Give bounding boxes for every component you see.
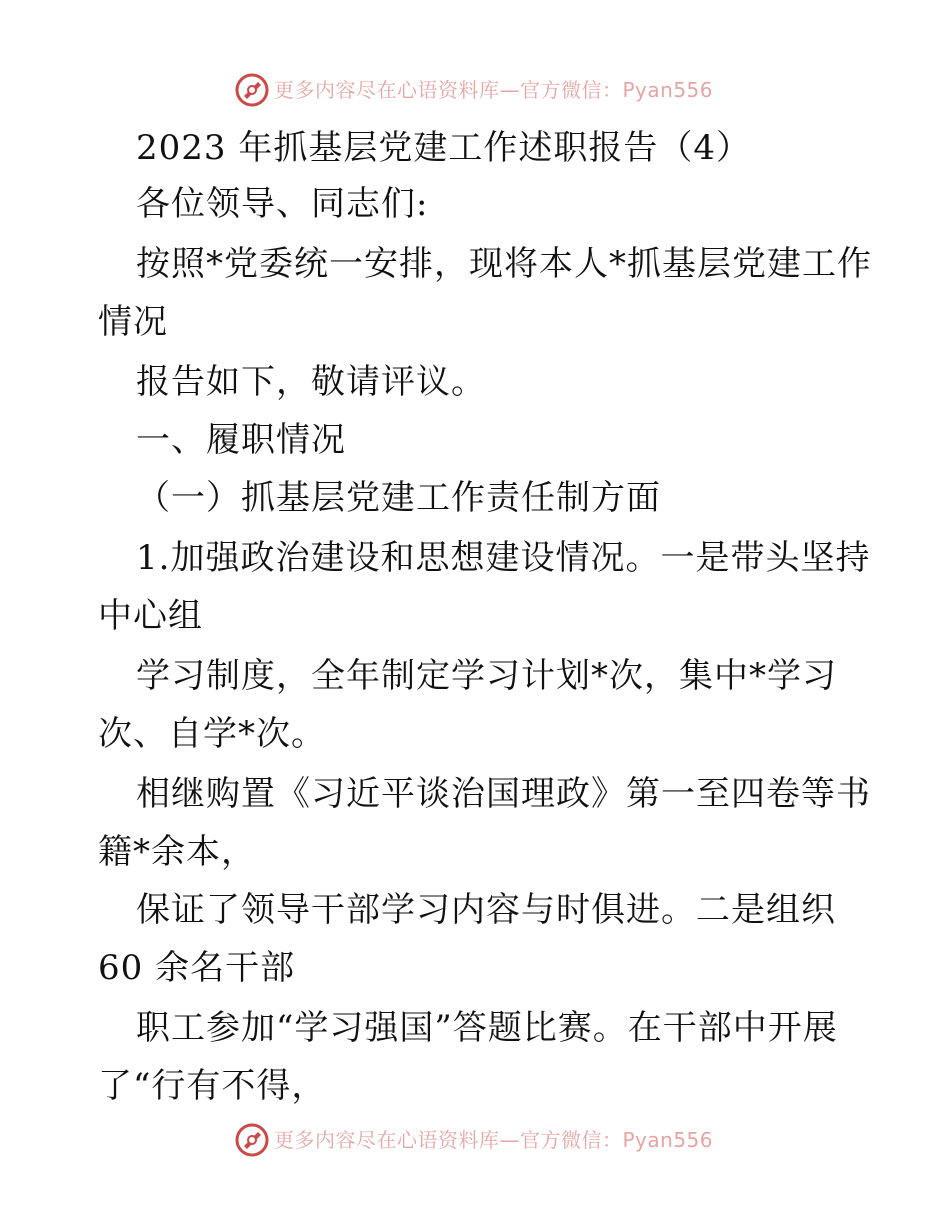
paragraph-line: 1.加强政治建设和思想建设情况。一是带头坚持 bbox=[136, 538, 871, 578]
paragraph-line: 籍*余本， bbox=[98, 832, 256, 872]
seal-logo-icon bbox=[234, 72, 270, 108]
paragraph-line: 60 余名干部 bbox=[98, 948, 296, 988]
paragraph-line: 相继购置《习近平谈治国理政》第一至四卷等书 bbox=[136, 774, 871, 814]
paragraph-line: 学习制度，全年制定学习计划*次，集中*学习 bbox=[136, 656, 837, 696]
section-heading: 一、履职情况 bbox=[136, 420, 346, 460]
subsection-heading: （一）抓基层党建工作责任制方面 bbox=[136, 478, 661, 518]
paragraph-line: 次、自学*次。 bbox=[98, 714, 326, 754]
paragraph-line: 情况 bbox=[98, 302, 168, 342]
salutation: 各位领导、同志们: bbox=[136, 184, 429, 224]
footer-watermark bbox=[0, 1120, 950, 1160]
paragraph-line: 保证了领导干部学习内容与时俱进。二是组织 bbox=[136, 890, 836, 930]
document-title: 2023 年抓基层党建工作述职报告（4） bbox=[136, 128, 751, 168]
watermark-text: 更多内容尽在心语资料库—官方微信：Pyan556 bbox=[274, 78, 714, 102]
watermark-text: 更多内容尽在心语资料库—官方微信：Pyan556 bbox=[274, 1128, 714, 1152]
paragraph-line: 了“行有不得， bbox=[98, 1066, 327, 1106]
paragraph-line: 职工参加“学习强国”答题比赛。在干部中开展 bbox=[136, 1008, 838, 1048]
paragraph-line: 按照*党委统一安排，现将本人*抓基层党建工作 bbox=[136, 244, 872, 284]
header-watermark bbox=[0, 70, 950, 110]
paragraph-line: 中心组 bbox=[98, 596, 203, 636]
paragraph-line: 报告如下，敬请评议。 bbox=[136, 362, 486, 402]
seal-logo-icon bbox=[234, 1122, 270, 1158]
